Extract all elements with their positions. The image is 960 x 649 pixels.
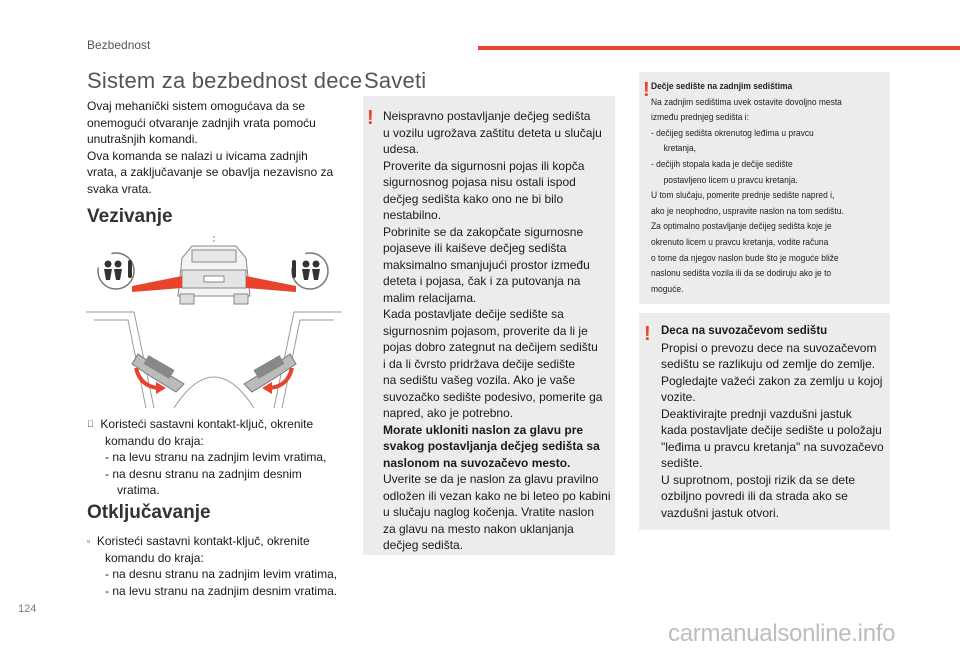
advice-line: odložen ili vezan kako ne bi leteo po kabini bbox=[383, 488, 611, 503]
rear-seat-line: U tom slučaju, pomerite prednje sedište napred i, bbox=[651, 189, 835, 201]
advice-line: nestabilno. bbox=[383, 208, 442, 222]
front-seat-line: sedištu se razlikuju od zemlje do zemlje. bbox=[661, 357, 876, 371]
intro-line: Ovaj mehanički sistem omogućava da se bbox=[87, 99, 306, 113]
advice-line: dečjeg sedišta kako ono ne bi bilo bbox=[383, 191, 564, 206]
front-seat-text bbox=[661, 323, 891, 521]
bullet-icon: ▫ bbox=[87, 536, 91, 546]
lock-heading: Vezivanje bbox=[87, 206, 173, 227]
front-seat-line: U suprotnom, postoji rizik da se dete bbox=[661, 472, 856, 487]
page-title: Sistem za bezbednost dece bbox=[87, 68, 363, 93]
advice-bold-line: naslonom na suvozačevo mesto. bbox=[383, 455, 571, 470]
advice-line: deteta i pojasa, čak i za putovanja na bbox=[383, 274, 581, 288]
advice-line: suvozačko sedište podesivo, pomerite ga bbox=[383, 389, 603, 404]
advice-line: i da li čvrsto pridržava dečije sedište bbox=[383, 356, 576, 371]
rear-seat-line: - dečijeg sedišta okrenutog leđima u pravcu bbox=[651, 126, 814, 138]
intro-line: vrata, a zaključavanje se obavlja nezavisno za bbox=[87, 165, 334, 179]
watermark: carmanualsonline.info bbox=[668, 620, 896, 647]
advice-line: pojaseve ili kaiševe dečjeg sedišta bbox=[383, 241, 567, 255]
unlock-steps bbox=[87, 533, 362, 599]
lock-step-text: - na levu stranu na zadnjim levim vratima, bbox=[105, 450, 327, 464]
advice-line: pojas dobro zategnut na dečijem sedištu bbox=[383, 340, 598, 354]
page-number: 124 bbox=[18, 603, 37, 615]
child-lock-illustration bbox=[84, 236, 344, 408]
rear-seat-line: kretanja, bbox=[663, 142, 696, 154]
intro-line: svaka vrata. bbox=[87, 181, 152, 196]
advice-line: u vozilu ugrožava zaštitu deteta u slučaju bbox=[383, 125, 602, 140]
warning-icon: ! bbox=[367, 107, 374, 129]
front-seat-line: Propisi o prevozu dece na suvozačevom bbox=[661, 340, 877, 355]
advice-line: dečjeg sedišta. bbox=[383, 538, 464, 552]
advice-line: Uverite se da je naslon za glavu pravilno bbox=[383, 472, 599, 486]
advice-title: Saveti bbox=[364, 68, 427, 93]
advice-line: malim relacijama. bbox=[383, 290, 477, 305]
advice-line: Kada postavljate dečije sedište sa bbox=[383, 307, 564, 321]
unlock-heading: Otključavanje bbox=[87, 502, 211, 523]
advice-line: Neispravno postavljanje dečjeg sedišta bbox=[383, 109, 591, 123]
rear-seat-line: moguće. bbox=[651, 282, 684, 294]
rear-seat-line: - dečijih stopala kada je dečije sedište bbox=[651, 157, 793, 169]
door-edges bbox=[86, 312, 342, 408]
car-rear-icon bbox=[178, 236, 250, 304]
section-label: Bezbednost bbox=[87, 38, 151, 52]
rear-seat-line: naslonu sedišta vozila ili da se dodiruju ako je to bbox=[651, 267, 832, 279]
intro-paragraph bbox=[87, 98, 357, 197]
lock-step-text: - na desnu stranu na zadnjim desnim bbox=[105, 466, 302, 481]
advice-bold-line: Morate ukloniti naslon za glavu pre bbox=[383, 422, 584, 437]
front-seat-line: "leđima u pravcu kretanja" na suvozačevo bbox=[661, 439, 884, 454]
unlock-step-text: - na desnu stranu na zadnjim levim vratima, bbox=[105, 567, 338, 581]
rear-seat-text bbox=[651, 78, 892, 296]
unlock-step-text: Koristeći sastavni kontakt-ključ, okrenite bbox=[96, 534, 310, 548]
advice-line: maksimalno smanjujući prostor između bbox=[383, 257, 590, 272]
advice-line: udesa. bbox=[383, 142, 420, 156]
advice-line: Pobrinite se da zakopčate sigurnosne bbox=[383, 224, 584, 239]
lock-step-text: komandu do kraja: bbox=[105, 433, 204, 448]
advice-line: napred, ako je potrebno. bbox=[383, 406, 514, 420]
front-seat-line: vazdušni jastuk otvori. bbox=[661, 505, 780, 520]
rear-seat-line: o tome da njegov naslon bude što je moguće bliže bbox=[651, 251, 839, 263]
advice-line: Proverite da sigurnosni pojas ili kopča bbox=[383, 158, 585, 173]
unlock-step-text: - na levu stranu na zadnjim desnim vratima. bbox=[105, 583, 338, 598]
right-door-latch bbox=[244, 354, 296, 394]
front-seat-line: ozbiljno povredi ili da strada ako se bbox=[661, 489, 848, 503]
rear-seat-line: između prednjeg sedišta i: bbox=[651, 111, 750, 123]
child-lock-right-icon bbox=[292, 253, 328, 289]
advice-line: sigurnosnim pojasom, proverite da li je bbox=[383, 323, 588, 338]
rear-seat-line: ako je neophodno, uspravite naslon na tom sedištu. bbox=[651, 204, 844, 216]
unlock-step-text: komandu do kraja: bbox=[105, 550, 204, 565]
header-accent-rule bbox=[478, 46, 960, 50]
advice-line: u slučaju naglog kočenja. Vratite naslon bbox=[383, 505, 595, 519]
lock-step-text: Koristeći sastavni kontakt-ključ, okrenite bbox=[93, 417, 307, 431]
rear-seat-title: Dečje sedište na zadnjim sedištima bbox=[651, 80, 793, 91]
advice-bold-line: svakog postavljanja dečjeg sedišta sa bbox=[383, 439, 600, 453]
front-seat-line: Deaktivirajte prednji vazdušni jastuk bbox=[661, 406, 852, 421]
front-seat-line: sedište. bbox=[661, 456, 703, 470]
rear-seat-line: postavljeno licem u pravcu kretanja. bbox=[663, 173, 798, 185]
left-door-latch bbox=[132, 354, 184, 394]
intro-line: onemogući otvaranje zadnjih vrata pomoću bbox=[87, 115, 316, 130]
bullet-icon bbox=[87, 419, 94, 429]
front-seat-line: vozite. bbox=[661, 390, 696, 404]
front-seat-title: Deca na suvozačevom sedištu bbox=[661, 325, 828, 337]
child-lock-left-icon bbox=[98, 253, 134, 289]
intro-line: unutrašnjih komandi. bbox=[87, 132, 198, 146]
intro-line: Ova komanda se nalazi u ivicama zadnjih bbox=[87, 148, 308, 163]
lock-step-text: vratima. bbox=[117, 483, 160, 497]
rear-seat-line: okrenuto licem u pravcu kretanja, vodite računa bbox=[651, 235, 829, 247]
warning-icon: ! bbox=[643, 79, 650, 101]
lock-steps bbox=[87, 416, 357, 499]
advice-line: na sedištu vašeg vozila. Ako je vaše bbox=[383, 373, 576, 387]
warning-icon: ! bbox=[644, 323, 651, 345]
front-seat-line: Pogledajte važeći zakon za zemlju u kojoj bbox=[661, 373, 883, 388]
advice-line: za glavu na mesto nakon uklanjanja bbox=[383, 521, 574, 536]
advice-line: sigurnosnog pojasa nisu ostali ispod bbox=[383, 175, 576, 189]
advice-text bbox=[383, 108, 615, 554]
rear-seat-line: Na zadnjim sedištima uvek ostavite dovoljno mesta bbox=[651, 95, 842, 107]
rear-seat-line: Za optimalno postavljanje dečijeg sedišta koje je bbox=[651, 220, 832, 232]
front-seat-line: kada postavljate dečije sedište u položaju bbox=[661, 423, 882, 437]
